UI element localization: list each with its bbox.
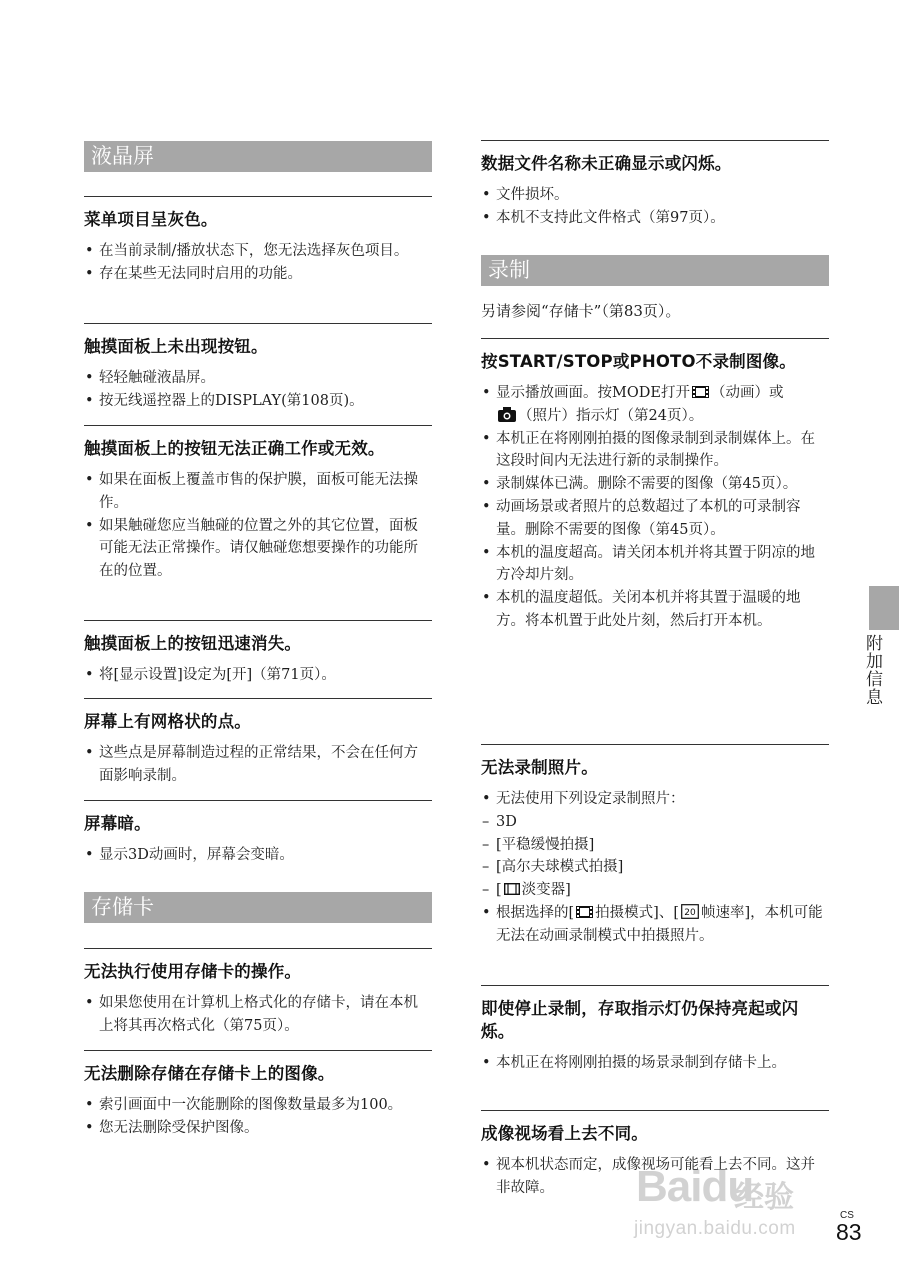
bullet-dot: •	[482, 385, 491, 401]
bullet-list	[84, 844, 432, 867]
topic-heading: 无法删除存储在存储卡上的图像。	[84, 1064, 335, 1083]
bullet-dot: •	[85, 995, 94, 1011]
bullet-dot: •	[85, 392, 94, 409]
bullet-dot: •	[85, 667, 94, 683]
topic-heading: 按START/STOP或PHOTO不录制图像。	[481, 352, 796, 371]
bullet-dot: •	[482, 476, 491, 493]
bullet-list	[84, 992, 432, 1038]
list-item: • 这些点是屏幕制造过程的正常结果，不会在任何方面影响录制。	[84, 742, 432, 788]
side-section-label: 附加信息	[862, 634, 882, 706]
bullet-dot: •	[85, 745, 94, 761]
bullet-list	[84, 240, 432, 286]
list-item: • 存在某些无法同时启用的功能。	[84, 263, 432, 286]
dash-mark: –	[482, 813, 490, 830]
topic-heading: 即使停止录制，存取指示灯仍保持亮起或闪烁。	[481, 999, 799, 1041]
see-also-note: 另请参阅“存储卡”（第83页）。	[481, 302, 681, 320]
list-item: • 无法使用下列设定录制照片：	[481, 788, 829, 811]
topic-menu-gray	[84, 196, 432, 286]
topic-grid-dots	[84, 698, 432, 788]
bullet-dot: •	[85, 847, 94, 863]
topic-no-record	[481, 338, 829, 633]
topic-heading: 触摸面板上的按钮无法正确工作或无效。	[84, 439, 385, 458]
bullet-list	[84, 367, 432, 413]
bullet-dot: •	[85, 370, 94, 386]
watermark-text: 经验	[734, 1180, 794, 1215]
topic-heading: 菜单项目呈灰色。	[84, 210, 218, 229]
movie-outline-icon	[504, 882, 520, 896]
dash-item: – [高尔夫球模式拍摄]	[481, 856, 829, 879]
bullet-dot: •	[482, 498, 491, 515]
topic-heading: 屏幕暗。	[84, 814, 151, 833]
bullet-dot: •	[482, 209, 491, 226]
topic-buttons-not-working	[84, 425, 432, 583]
list-item: • 本机不支持此文件格式（第97页）。	[481, 207, 829, 230]
list-item: • 本机正在将刚刚拍摄的图像录制到录制媒体上。在这段时间内无法进行新的录制操作。	[481, 428, 829, 474]
camera-icon	[498, 407, 516, 422]
section-title-memory-card: 存储卡	[84, 892, 432, 923]
bullet-list	[481, 788, 829, 948]
side-tab-marker	[869, 586, 899, 630]
list-item: • 轻轻触碰液晶屏。	[84, 367, 432, 390]
topic-heading: 成像视场看上去不同。	[481, 1124, 648, 1143]
topic-heading: 触摸面板上未出现按钮。	[84, 337, 268, 356]
dash-mark: –	[482, 882, 490, 899]
bullet-dot: •	[85, 1119, 94, 1136]
topic-heading: 触摸面板上的按钮迅速消失。	[84, 634, 302, 653]
language-code: CS	[840, 1210, 854, 1221]
bullet-list	[481, 1052, 829, 1075]
bullet-list	[481, 382, 829, 633]
bullet-list	[84, 1094, 432, 1140]
bullet-list	[84, 469, 432, 583]
topic-card-operation	[84, 948, 432, 1038]
list-item: • 如果触碰您应当触碰的位置之外的其它位置，面板可能无法正常操作。请仅触碰您想要操作的功能所在的位置。	[84, 515, 432, 583]
list-item: • 显示播放画面。按MODE打开 （动画）或 （照片）指示灯（第24页）。	[481, 382, 829, 428]
bullet-dot: •	[85, 265, 94, 282]
bullet-dot: •	[482, 1157, 491, 1173]
list-item: • 如果在面板上覆盖市售的保护膜，面板可能无法操作。	[84, 469, 432, 515]
list-item: • 本机的温度超低。关闭本机并将其置于温暖的地方。将本机置于此处片刻，然后打开本机。	[481, 587, 829, 633]
list-item: • 如果您使用在计算机上格式化的存储卡，请在本机上将其再次格式化（第75页）。	[84, 992, 432, 1038]
topic-heading: 屏幕上有网格状的点。	[84, 712, 251, 731]
bullet-dot: •	[85, 472, 94, 488]
list-item: • 文件损坏。	[481, 184, 829, 207]
topic-screen-dark	[84, 800, 432, 867]
baidu-watermark	[606, 1162, 846, 1252]
bullet-dot: •	[482, 187, 491, 203]
topic-cannot-delete	[84, 1050, 432, 1140]
bullet-dot: •	[482, 904, 491, 921]
topic-heading: 无法执行使用存储卡的操作。	[84, 962, 302, 981]
baidu-logo: Baidu	[636, 1162, 754, 1211]
list-item: • 显示3D动画时，屏幕会变暗。	[84, 844, 432, 867]
bullet-dot: •	[482, 430, 491, 447]
watermark-url: jingyan.baidu.com	[634, 1218, 796, 1239]
list-item: • 录制媒体已满。删除不需要的图像（第45页）。	[481, 473, 829, 496]
bullet-dot: •	[85, 517, 94, 534]
list-item: • 按无线遥控器上的DISPLAY(第108页)。	[84, 390, 432, 413]
bullet-dot: •	[482, 544, 491, 561]
topic-no-buttons	[84, 323, 432, 413]
list-item: • 根据选择的[ 拍摄模式]、[ 20 帧速率]，本机可能无法在动画录制模式中拍摄照片。	[481, 902, 829, 948]
svg-text:20: 20	[684, 907, 696, 918]
movie-icon	[692, 385, 709, 399]
bullet-list	[481, 184, 829, 230]
bullet-dot: •	[482, 590, 491, 607]
list-item: • 动画场景或者照片的总数超过了本机的可录制容量。删除不需要的图像（第45页）。	[481, 496, 829, 542]
topic-no-photo	[481, 744, 829, 948]
dash-mark: –	[482, 836, 490, 853]
bullet-list	[84, 742, 432, 788]
bullet-dot: •	[482, 1055, 491, 1071]
frame-rate-icon	[681, 904, 699, 919]
topic-heading: 无法录制照片。	[481, 758, 598, 777]
topic-access-lamp	[481, 985, 829, 1075]
bullet-dot: •	[85, 243, 94, 259]
bullet-dot: •	[482, 791, 491, 807]
dash-mark: –	[482, 859, 490, 876]
list-item: • 在当前录制/播放状态下，您无法选择灰色项目。	[84, 240, 432, 263]
bullet-dot: •	[85, 1097, 94, 1113]
list-item: • 索引画面中一次能删除的图像数量最多为100。	[84, 1094, 432, 1117]
section-title-recording: 录制	[481, 255, 829, 286]
bullet-list	[84, 664, 432, 687]
topic-heading: 数据文件名称未正确显示或闪烁。	[481, 154, 732, 173]
list-item: • 您无法删除受保护图像。	[84, 1117, 432, 1140]
section-title-lcd: 液晶屏	[84, 141, 432, 172]
dash-item: – [ 淡变器]	[481, 879, 829, 902]
list-item: • 视本机状态而定，成像视场可能看上去不同。这并非故障。	[481, 1154, 829, 1200]
topic-filename-display	[481, 140, 829, 230]
page-number: 83	[836, 1219, 862, 1245]
list-item: • 将[显示设置]设定为[开]（第71页）。	[84, 664, 432, 687]
dash-item: – [平稳缓慢拍摄]	[481, 834, 829, 857]
list-item: • 本机正在将刚刚拍摄的场景录制到存储卡上。	[481, 1052, 829, 1075]
dash-item: – 3D	[481, 811, 829, 834]
list-item: • 本机的温度超高。请关闭本机并将其置于阴凉的地方冷却片刻。	[481, 542, 829, 588]
topic-buttons-disappear	[84, 620, 432, 687]
movie-icon	[576, 905, 593, 919]
